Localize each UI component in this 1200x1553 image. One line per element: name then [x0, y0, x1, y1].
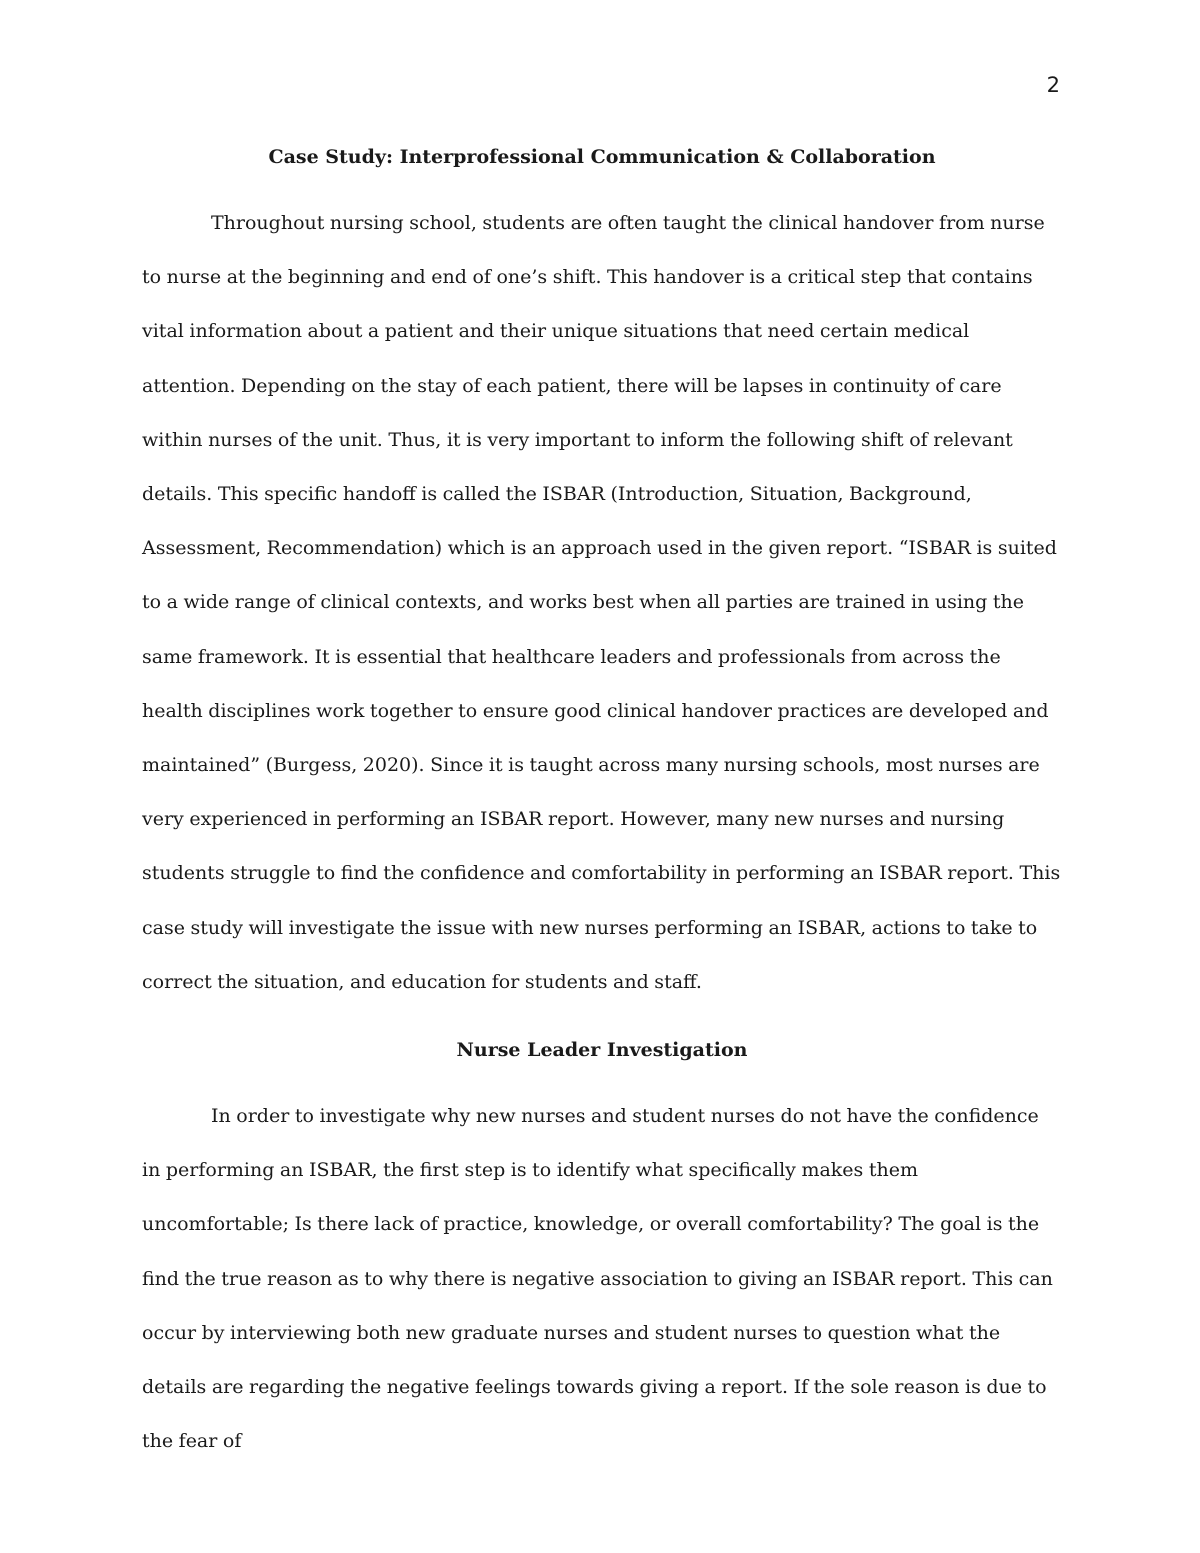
introduction-paragraph: Throughout nursing school, students are often taught the clinical handover from nurse to nurse at the beginning and end of one’s shift. This handover is a critical step that contains vital information about a patient and their unique situations that need certain medical attention. Depending on the stay of each patient, there will be lapses in continuity of care within nurses of the unit. Thus, it is very important to inform the following shift of relevant details. This specific handoff is called the ISBAR (Introduction, Situation, Background, Assessment, Recommendation) which is an approach used in the given report. “ISBAR is suited to a wide range of clinical contexts, and works best when all parties are trained in using the same framework. It is essential that healthcare leaders and professionals from across the health disciplines work together to ensure good clinical handover practices are developed and maintained” (Burgess, 2020). Since it is taught across many nursing schools, most nurses are very experienced in performing an ISBAR report. However, many new nurses and nursing students struggle to find the confidence and comfortability in performing an ISBAR report. This case study will investigate the issue with new nurses performing an ISBAR, actions to take to correct the situation, and education for students and staff. [142, 212, 1061, 993]
document-title: Case Study: Interprofessional Communication & Collaboration [268, 146, 936, 168]
page-number: 2 [1046, 73, 1060, 97]
document-body [142, 142, 1062, 1468]
section-heading: Nurse Leader Investigation [456, 1039, 748, 1062]
investigation-paragraph: In order to investigate why new nurses and student nurses do not have the confidence in performing an ISBAR, the first step is to identify what specifically makes them uncomfortable; Is there lack of practice, knowledge, or overall comfortability? The goal is the find the true reason as to why there is negative association to giving an ISBAR report. This can occur by interviewing both new graduate nurses and student nurses to question what the details are regarding the negative feelings towards giving a report. If the sole reason is due to the fear of [142, 1105, 1053, 1453]
